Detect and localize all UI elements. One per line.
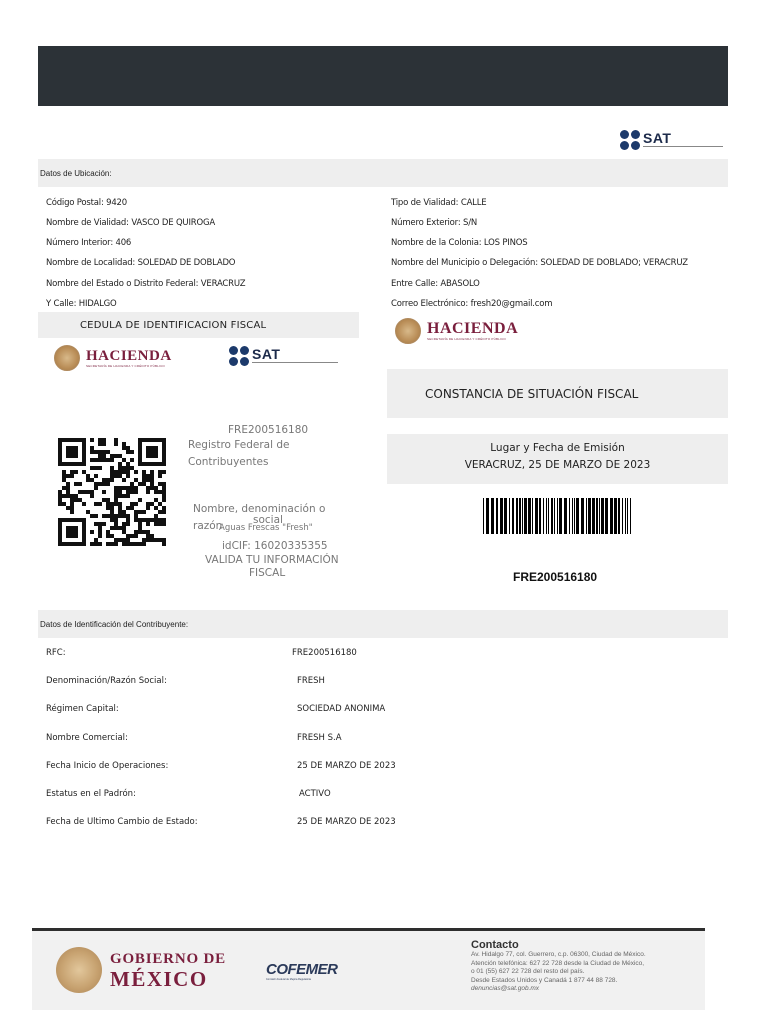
gobierno-line2: MÉXICO <box>110 966 208 991</box>
cedula-rfc-label <box>188 437 289 471</box>
field-label: Código Postal: <box>46 198 104 208</box>
id-row-value: ACTIVO <box>299 789 331 799</box>
qr-code <box>58 436 166 546</box>
id-row-value: FRE200516180 <box>292 648 357 658</box>
identificacion-section-header <box>38 610 728 638</box>
field-label: Tipo de Vialidad: <box>391 198 459 208</box>
mexico-seal-icon <box>54 345 80 371</box>
id-row-label: Régimen Capital: <box>46 704 119 714</box>
id-row-value: 25 DE MARZO DE 2023 <box>297 761 396 771</box>
id-row-label: Fecha Inicio de Operaciones: <box>46 761 169 771</box>
sat-subtitle-line <box>643 146 723 149</box>
rfc-label-line1: Registro Federal de <box>188 439 290 451</box>
sat-subtitle-line <box>252 362 338 365</box>
field-label: Nombre de Localidad: <box>46 258 136 268</box>
nombre-label-line1: Nombre, denominación o <box>193 503 326 515</box>
ubicacion-left-5 <box>46 279 245 289</box>
ubicacion-right-6 <box>391 299 552 309</box>
id-row-value: FRESH <box>297 676 325 686</box>
constancia-title-panel <box>387 369 728 418</box>
field-label: Número Exterior: <box>391 218 461 228</box>
identificacion-title: Datos de Identificación del Contribuyente: <box>40 619 189 629</box>
field-label: Entre Calle: <box>391 279 438 289</box>
id-row-label: Fecha de Ultimo Cambio de Estado: <box>46 817 198 827</box>
id-row-label: Estatus en el Padrón: <box>46 789 136 799</box>
field-value: VASCO DE QUIROGA <box>131 218 215 228</box>
id-row-value: 25 DE MARZO DE 2023 <box>297 817 396 827</box>
field-value: 9420 <box>106 198 127 208</box>
cedula-rfc: FRE200516180 <box>228 424 309 436</box>
cedula-title: CEDULA DE IDENTIFICACION FISCAL <box>80 319 267 331</box>
field-label: Nombre del Estado o Distrito Federal: <box>46 279 199 289</box>
field-value: SOLEDAD DE DOBLADO <box>137 258 236 268</box>
field-value: S/N <box>463 218 478 228</box>
field-value: HIDALGO <box>78 299 117 309</box>
ubicacion-right-4 <box>391 258 688 268</box>
gobierno-seal-icon <box>56 947 102 993</box>
id-row-value: FRESH S.A <box>297 733 342 743</box>
constancia-title: CONSTANCIA DE SITUACIÓN FISCAL <box>425 386 639 401</box>
ubicacion-left-4 <box>46 258 235 268</box>
field-label: Nombre del Municipio o Delegación: <box>391 258 538 268</box>
hacienda-logo-cedula <box>54 345 172 371</box>
nombre-label-line2: social <box>253 514 283 526</box>
hacienda-logo-constancia <box>395 318 518 344</box>
contacto-line: Desde Estados Unidos y Canadá 1 877 44 88 728. <box>471 976 618 984</box>
idcif: idCIF: 16020335355 <box>222 540 328 552</box>
id-row-label: Nombre Comercial: <box>46 733 128 743</box>
id-row-value: SOCIEDAD ANONIMA <box>297 704 386 714</box>
field-label: Y Calle: <box>46 299 77 309</box>
field-label: Correo Electrónico: <box>391 299 469 309</box>
lugar-fecha-label: Lugar y Fecha de Emisión <box>490 442 625 454</box>
field-value: SOLEDAD DE DOBLADO; VERACRUZ <box>540 258 688 268</box>
ubicacion-left-1 <box>46 198 127 208</box>
barcode-text: FRE200516180 <box>513 570 598 584</box>
field-value: ABASOLO <box>440 279 480 289</box>
field-value: 406 <box>115 238 132 248</box>
ubicacion-section-header <box>38 159 728 187</box>
gobierno-line1: GOBIERNO DE <box>110 950 226 967</box>
contacto-title: Contacto <box>471 939 519 951</box>
ubicacion-right-5 <box>391 279 480 289</box>
gobierno-logo <box>56 947 226 993</box>
contacto-line: o 01 (55) 627 22 728 del resto del país. <box>471 968 585 975</box>
contacto-line: Atención telefónica: 627 22 728 desde la Ciudad de México, <box>471 959 645 967</box>
contacto-line: Av. Hidalgo 77, col. Guerrero, c.p. 06300, Ciudad de México. <box>471 951 646 958</box>
id-row-label: RFC: <box>46 648 66 658</box>
cofemer-logo <box>266 961 338 981</box>
mexico-seal-icon <box>395 318 421 344</box>
id-row-label: Denominación/Razón Social: <box>46 676 167 686</box>
field-value: CALLE <box>460 198 487 208</box>
ubicacion-left-3 <box>46 238 131 248</box>
footer <box>32 928 705 1010</box>
rfc-label-line2: Contribuyentes <box>188 456 269 468</box>
ubicacion-title: Datos de Ubicación: <box>40 168 112 178</box>
sat-wordmark: SAT <box>252 345 281 362</box>
sat-logo-cedula <box>229 346 338 366</box>
barcode <box>483 498 633 534</box>
nombre-value: Aguas Frescas "Fresh" <box>219 523 313 533</box>
nombre-label-line3: razón <box>193 520 223 532</box>
valida-line2: FISCAL <box>249 567 286 579</box>
cedula-header <box>38 312 359 338</box>
field-label: Nombre de la Colonia: <box>391 238 482 248</box>
hacienda-subtitle: SECRETARÍA DE HACIENDA Y CRÉDITO PÚBLICO <box>86 364 165 368</box>
ubicacion-left-6 <box>46 299 117 309</box>
field-label: Número Interior: <box>46 238 113 248</box>
hacienda-subtitle: SECRETARÍA DE HACIENDA Y CRÉDITO PÚBLICO <box>427 337 506 341</box>
cofemer-subtitle: Comisión Federal de Mejora Regulatoria <box>266 978 311 981</box>
contacto-block <box>471 939 646 994</box>
lugar-fecha-panel <box>387 434 728 484</box>
header-banner <box>38 46 728 106</box>
field-value: fresh20@gmail.com <box>470 299 553 309</box>
ubicacion-right-3 <box>391 238 527 248</box>
contacto-email[interactable]: denuncias@sat.gob.mx <box>471 985 540 992</box>
ubicacion-right-1 <box>391 198 486 208</box>
field-value: VERACRUZ <box>200 279 246 289</box>
ubicacion-left-2 <box>46 218 215 228</box>
ubicacion-right-2 <box>391 218 477 228</box>
sat-logo-header <box>620 130 723 150</box>
hacienda-wordmark: HACIENDA <box>86 348 172 364</box>
lugar-fecha-value: VERACRUZ, 25 DE MARZO DE 2023 <box>464 459 651 471</box>
sat-dots-icon <box>620 130 640 150</box>
hacienda-wordmark: HACIENDA <box>427 320 519 337</box>
cofemer-wordmark: COFEMER <box>266 961 338 978</box>
sat-wordmark: SAT <box>643 129 672 146</box>
field-value: LOS PINOS <box>483 238 528 248</box>
field-label: Nombre de Vialidad: <box>46 218 129 228</box>
valida-line1: VALIDA TU INFORMACIÓN <box>205 554 339 566</box>
sat-dots-icon <box>229 346 249 366</box>
